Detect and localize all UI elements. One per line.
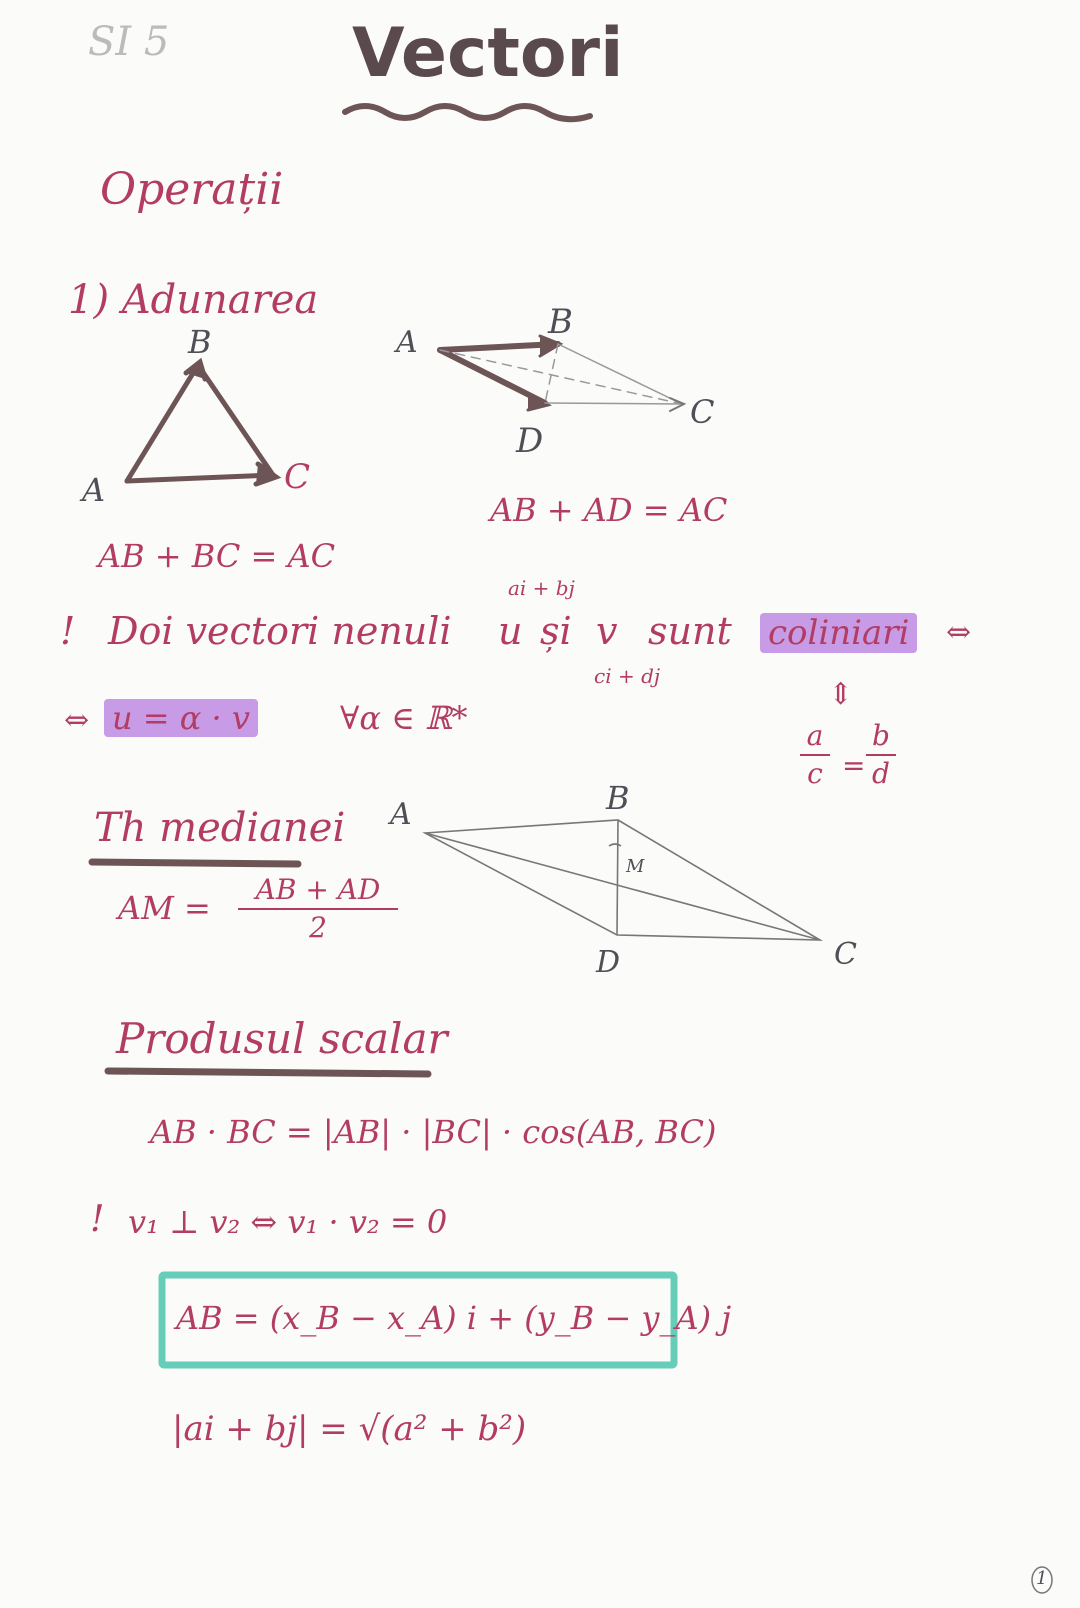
dot-heading: Produsul scalar <box>116 1014 448 1063</box>
median-label-a: A <box>390 797 412 832</box>
iff-symbol-2: ⇔ <box>64 703 90 738</box>
collinear-text: Doi vectori nenuli <box>108 609 452 653</box>
median-heading: Th medianei <box>94 805 346 851</box>
ratio-equals: = <box>842 749 866 782</box>
note-u: ai + bj <box>508 576 575 600</box>
collinear-word: coliniari <box>760 613 917 653</box>
title-underline <box>345 106 590 119</box>
iff-symbol: ⇔ <box>946 615 972 650</box>
perp-formula: v₁ ⊥ v₂ ⇔ v₁ · v₂ = 0 <box>128 1203 448 1241</box>
coords-formula: AB = (x_B − x_A) i + (y_B − y_A) j <box>176 1299 732 1337</box>
forall-alpha: ∀α ∈ ℝ* <box>340 699 468 737</box>
triangle-label-b: B <box>188 323 212 361</box>
operations-heading: Operații <box>100 164 284 215</box>
word-sunt: sunt <box>648 609 732 653</box>
ratio-d: d <box>872 757 890 790</box>
bang-1: ! <box>60 609 76 653</box>
dot-underline <box>108 1071 428 1074</box>
triangle-diagram <box>127 362 276 484</box>
dot-formula: AB · BC = |AB| · |BC| · cos(AB, BC) <box>150 1113 717 1151</box>
median-label-c: C <box>834 937 857 972</box>
note-v: ci + dj <box>594 664 661 688</box>
median-lhs: AM = <box>118 889 211 927</box>
median-underline <box>92 862 298 864</box>
median-label-b: B <box>606 779 630 817</box>
ratio-b: b <box>872 719 890 752</box>
parallelogram-label-a: A <box>396 325 418 360</box>
median-fraction <box>238 873 398 944</box>
collinear-relation: u = α · v <box>104 699 258 737</box>
bang-2: ! <box>90 1199 105 1240</box>
ratio-a: a <box>806 719 824 752</box>
updown-arrow: ⇕ <box>828 677 854 712</box>
page-number: 1 <box>1036 1568 1048 1589</box>
median-numerator: AB + AD <box>255 873 381 906</box>
parallelogram-label-c: C <box>690 393 715 431</box>
parallelogram-label-b: B <box>548 302 573 342</box>
addition-heading: 1) Adunarea <box>68 277 319 323</box>
vector-v: v <box>596 609 618 653</box>
median-denominator: 2 <box>309 911 327 944</box>
median-label-m: M <box>626 856 645 877</box>
page-title: Vectori <box>352 14 624 93</box>
parallelogram-formula: AB + AD = AC <box>490 491 728 529</box>
parallelogram-label-d: D <box>516 421 544 461</box>
corner-label: SI 5 <box>88 19 170 65</box>
ratio-right <box>866 719 896 790</box>
triangle-label-c: C <box>284 457 311 497</box>
parallelogram-diagram <box>440 336 684 411</box>
ratio-c: c <box>807 757 823 790</box>
norm-formula: |ai + bj| = √(a² + b²) <box>172 1409 527 1449</box>
ratio-left <box>800 719 830 790</box>
triangle-formula: AB + BC = AC <box>98 537 336 575</box>
median-diagram <box>425 820 820 940</box>
median-label-d: D <box>596 945 621 980</box>
triangle-label-a: A <box>82 471 106 509</box>
vector-u: u <box>498 609 523 653</box>
word-si: și <box>540 609 572 653</box>
